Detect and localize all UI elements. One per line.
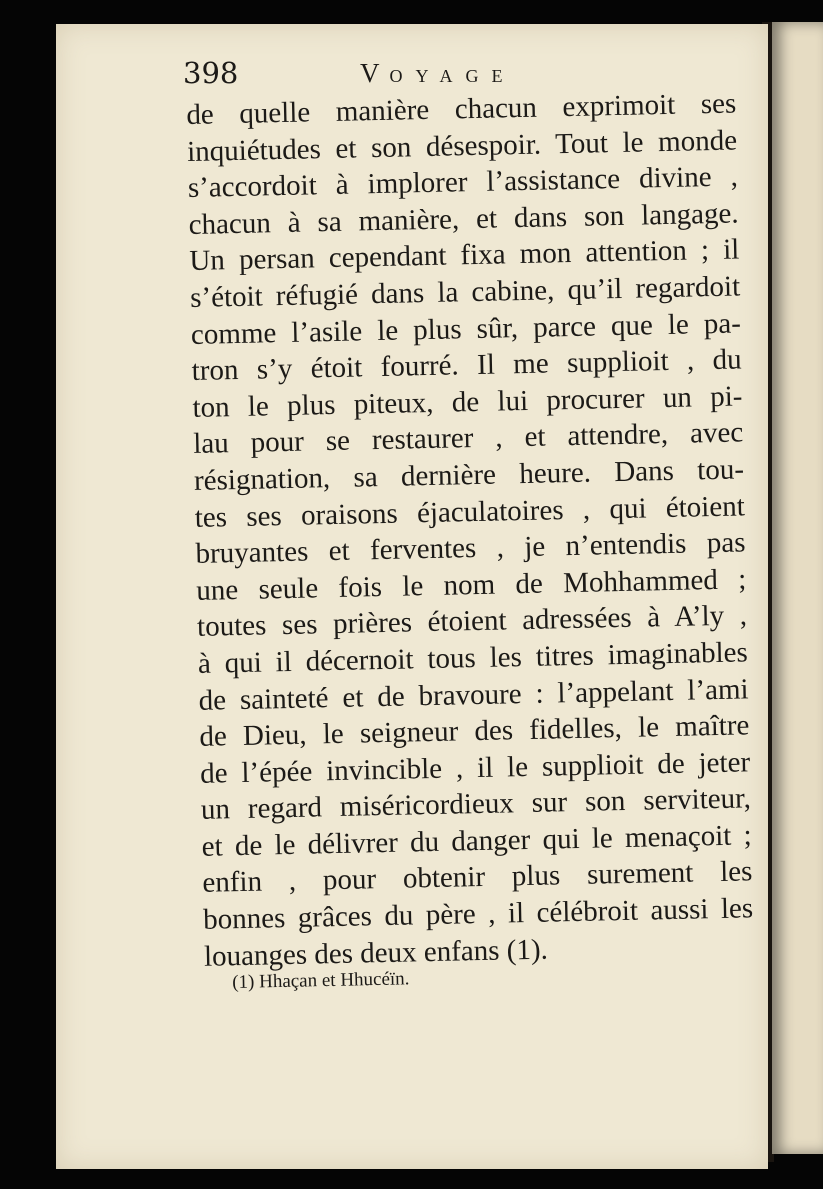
text-line: tron s’y étoit fourré. Il me supplioit , du [191,343,742,388]
text-line: s’accordoit à implorer l’assistance divine , [187,160,739,205]
text-line: bruyantes et ferventes , je n’entendis pas [195,526,746,571]
page-number: 398 [183,56,239,90]
footnote: (1) Hhaçan et Hhucéïn. [232,968,410,993]
text-line: bonnes grâces du père , il célébroit aussi les [202,892,754,936]
text-line: enfin , pour obtenir plus surement les [202,855,753,900]
text-line: résignation, sa dernière heure. Dans tou- [193,453,745,497]
text-line: à qui il décernoit tous les titres imaginables [197,636,749,680]
text-line: de Dieu, le seigneur des fidelles, le maître [199,709,750,753]
text-line: lau pour se restaurer , et attendre, avec [192,416,744,461]
text-line: s’étoit réfugié dans la cabine, qu’il regardoit [189,270,741,314]
running-head-title [360,58,516,89]
text-line: toutes ses prières étoient adressées à A’ly , [196,599,748,644]
text-line: Un persan cependant fixa mon attention ; il [189,233,740,278]
text-line: un regard miséricordieux sur son serviteur, [200,782,752,827]
body-text [186,85,754,975]
text-line: de sainteté et de bravoure : l’appelant l’ami [198,672,749,717]
text-line: de l’épée invincible , il le supplioit de jeter [199,746,751,790]
running-head-initial: V [360,58,390,88]
text-line: de quelle manière chacun exprimoit ses [186,87,737,131]
text-line: ton le plus piteux, de lui procurer un pi- [192,380,743,424]
running-head-rest: OYAGE [389,66,516,86]
text-line: et de le délivrer du danger qui le menaçoit ; [201,819,752,863]
text-line: chacun à sa manière, et dans son langage. [188,197,739,241]
text-line-last: louanges des deux enfans (1). [203,933,549,973]
facing-page-edge [772,22,823,1154]
text-line: comme l’asile le plus sûr, parce que le pa- [190,306,742,351]
text-line: inquiétudes et son désespoir. Tout le monde [186,124,738,168]
text-line: tes ses oraisons éjaculatoires , qui étoient [194,489,746,534]
text-line: une seule fois le nom de Mohhammed ; [196,563,747,607]
